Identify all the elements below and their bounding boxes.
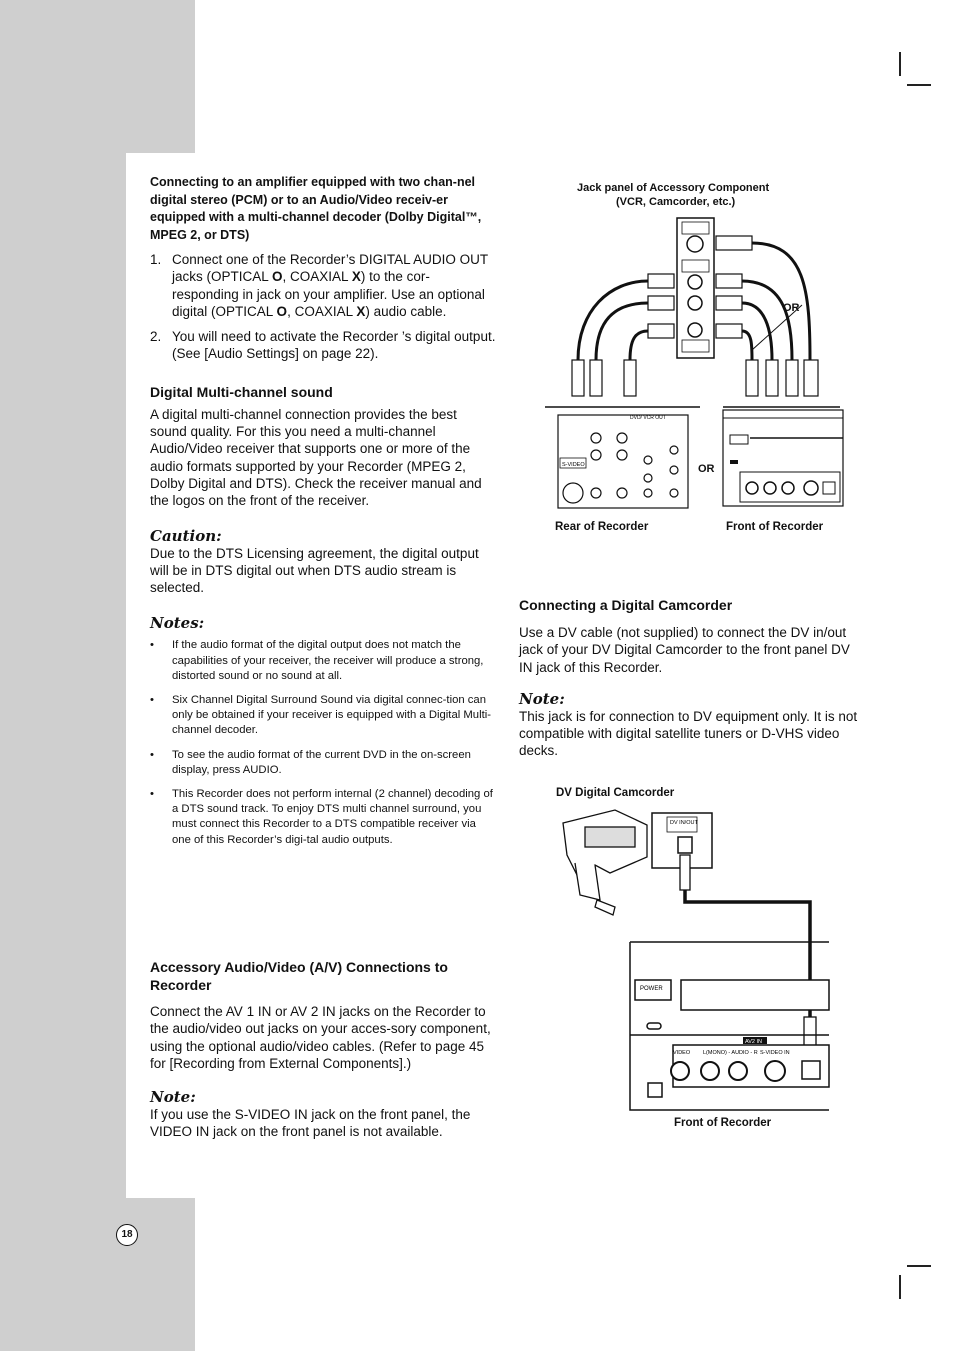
jack-label-video: VIDEO xyxy=(673,1050,691,1056)
av-body: Connect the AV 1 IN or AV 2 IN jacks on the Recorder to the audio/video out jacks on your acces-sory component, using the optional audio/video cables. (Refer to page 45 for [Recording from External Components].) xyxy=(150,1004,491,1071)
intro-heading: Connecting to an amplifier equipped with two chan-nel digital stereo (PCM) or to an Audio/Video receiv-er equipped with a multi-channel decoder (Dolby Digital™, MPEG 2, or DTS) xyxy=(150,175,482,242)
caution-body: Due to the DTS Licensing agreement, the digital output will be in DTS digital out when DTS audio stream is selected. xyxy=(150,545,479,596)
av2-label: AV2 IN xyxy=(745,1039,763,1045)
crop-mark xyxy=(907,1265,931,1267)
power-label: POWER xyxy=(640,986,663,992)
notes-heading: Notes: xyxy=(150,614,205,633)
note-heading: Note: xyxy=(150,1088,196,1107)
svideo-jack xyxy=(687,236,703,252)
rear-header-label: DVD/ VCR OUT xyxy=(630,415,666,421)
dms-body: A digital multi-channel connection provides the best sound quality. For this you need a multi-channel Audio/Video receiver that supports one or more of the audio formats supported by your Recorder (MPEG 2, Dolby Digital and DTS). Check the receiver manual and the logos on the front of the receiver. xyxy=(150,406,482,509)
front-of-recorder-label-2: Front of Recorder xyxy=(674,1117,772,1129)
dv-note-body: This jack is for connection to DV equipment only. It is not compatible with digital satellite tuners or D-VHS video decks. xyxy=(519,708,858,759)
note-item: • This Recorder does not perform internal (2 channel) decoding of a DTS sound track. To enjoy DTS multi channel surround, you must connect this Recorder to a DTS compatible receiver via one of this Recorder’s digi-tal audio outputs. xyxy=(150,788,493,846)
crop-mark xyxy=(899,52,901,76)
left-column xyxy=(150,174,496,848)
page-number: 18 xyxy=(116,1224,138,1246)
dv-camcorder-label: DV Digital Camcorder xyxy=(556,787,675,799)
or-label-upper: OR xyxy=(783,302,800,314)
dms-heading: Digital Multi-channel sound xyxy=(150,383,333,400)
rear-of-recorder-label: Rear of Recorder xyxy=(555,521,649,533)
step-text: You will need to activate the Recorder ’s digital output. (See [Audio Settings] on page 22). xyxy=(172,329,496,362)
note-item: • If the audio format of the digital output does not match the capabilities of your receiver, the receiver will produce a strong, distorted sound or no sound at all. xyxy=(150,639,484,682)
left-column-bottom xyxy=(150,958,496,1141)
notes-list xyxy=(150,638,496,847)
dv-heading: Connecting a Digital Camcorder xyxy=(519,597,733,613)
step-text: Connect one of the Recorder’s DIGITAL AUDIO OUT jacks (OPTICAL O, COAXIAL X) to the cor-responding in jack on your amplifier. Use an optional digital (OPTICAL O, COAXIAL X) audio cable. xyxy=(172,252,488,319)
caution-heading: Caution: xyxy=(150,526,222,545)
jack-label-svideo: S-VIDEO IN xyxy=(760,1050,790,1056)
av-connection-diagram xyxy=(540,210,845,520)
step-number: 2. xyxy=(150,329,162,345)
step-1 xyxy=(150,251,496,320)
diagram1-title-line2: (VCR, Camcorder, etc.) xyxy=(616,196,736,208)
page-margin-left xyxy=(0,153,126,1198)
step-number: 1. xyxy=(150,252,162,267)
dv-body: Use a DV cable (not supplied) to connect the DV in/out jack of your DV Digital Camcorder to the front panel DV IN jack of this Recorder. xyxy=(519,625,850,675)
dv-note-heading: Note: xyxy=(519,689,565,708)
page-margin-top xyxy=(0,0,195,153)
or-label-middle: OR xyxy=(698,463,715,475)
note-item: • Six Channel Digital Surround Sound via digital connec-tion can only be obtained if your receiver is equipped with a Digital Multi-channel decoder. xyxy=(150,694,491,737)
dv-port-label: DV IN/OUT xyxy=(670,820,698,826)
step-2 xyxy=(150,328,496,363)
dv-connection-diagram xyxy=(555,805,835,1115)
jack-label-audio: L(MONO) - AUDIO - R xyxy=(703,1050,758,1056)
crop-mark xyxy=(907,84,931,86)
crop-mark xyxy=(899,1275,901,1299)
rear-svideo-label: S-VIDEO xyxy=(562,462,585,468)
note-item: • To see the audio format of the current DVD in the on-screen display, press AUDIO. xyxy=(150,748,471,776)
audio-jack-r xyxy=(688,296,702,310)
camcorder-illustration xyxy=(563,810,647,915)
recorder-front-illustration xyxy=(630,942,829,1110)
right-column-text xyxy=(519,596,864,760)
note-body: If you use the S-VIDEO IN jack on the front panel, the VIDEO IN jack on the front panel is not available. xyxy=(150,1107,471,1140)
av-heading: Accessory Audio/Video (A/V) Connections to Recorder xyxy=(150,959,448,993)
audio-jack-l xyxy=(688,275,702,289)
diagram1-title-line1: Jack panel of Accessory Component xyxy=(577,182,770,194)
video-jack xyxy=(688,323,702,337)
page-margin-bottom xyxy=(0,1198,195,1351)
front-of-recorder-label-1: Front of Recorder xyxy=(726,521,824,533)
